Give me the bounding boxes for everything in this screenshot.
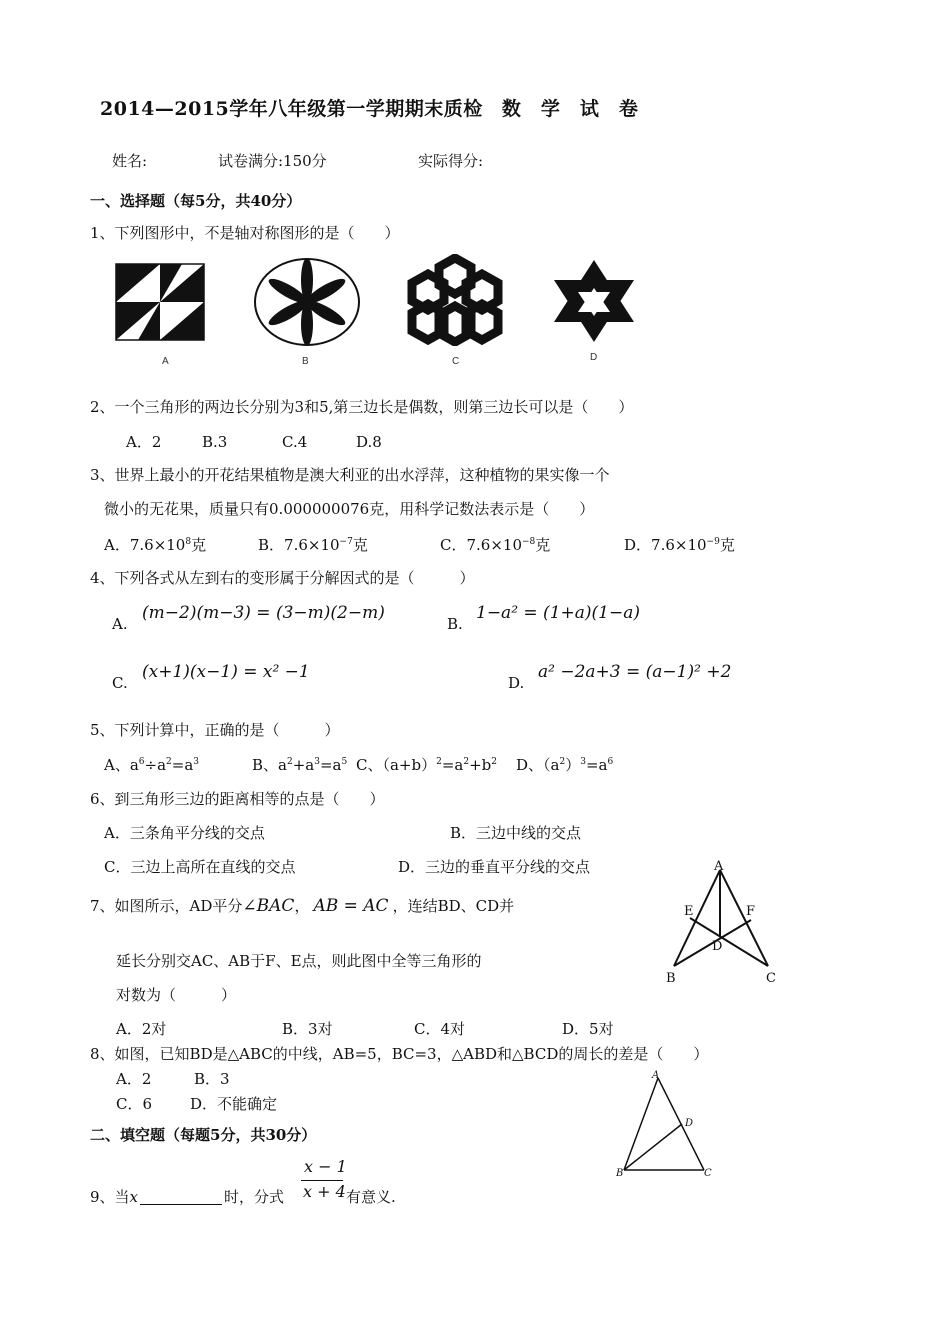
q8-option-d: D．不能确定 [190, 1095, 278, 1113]
q5-b-part1: B、a [252, 756, 287, 774]
q4-formula-b: 1−a² = (1+a)(1−a) [476, 603, 640, 623]
q5-b-sup3: 5 [341, 757, 348, 767]
q3-option-a-exp: 8 [185, 537, 192, 547]
q7-line2: 延长分别交AC、AB于F、E点，则此图中全等三角形的 [116, 952, 482, 970]
q6-option-b: B．三边中线的交点 [450, 824, 582, 842]
q7-fig-label-c: C [766, 971, 776, 986]
q5-option-c [356, 756, 497, 774]
q8-option-c: C．6 [116, 1095, 153, 1113]
q1-stem: 1、下列图形中，不是轴对称图形的是（ ） [90, 224, 400, 242]
section1-heading: 一、选择题（每5分，共40分） [90, 192, 302, 210]
q5-c-part1: C、（a+b） [356, 756, 437, 774]
q1-label-c: C [452, 356, 460, 367]
q5-b-sup1: 2 [286, 757, 293, 767]
q4-stem: 4、下列各式从左到右的变形属于分解因式的是（ ） [90, 569, 475, 587]
q1-label-a: A [162, 356, 169, 367]
exam-subject: 数 学 试 卷 [501, 98, 639, 120]
q3-option-a-unit: 克 [191, 536, 207, 554]
q8-option-b: B．3 [194, 1070, 230, 1088]
q3-option-c-exp: −8 [522, 537, 536, 547]
q6-stem: 6、到三角形三边的距离相等的点是（ ） [90, 790, 385, 808]
q5-stem: 5、下列计算中，正确的是（ ） [90, 721, 340, 739]
q9-pre: 9、当 [90, 1188, 130, 1206]
star-of-david-figure [550, 258, 638, 344]
q9-stem [90, 1188, 284, 1206]
q2-option-b: B.3 [202, 433, 228, 451]
q3-option-c-unit: 克 [535, 536, 551, 554]
q7-option-c: C．4对 [414, 1020, 466, 1038]
q1-label-d: D [590, 352, 598, 363]
full-score-label: 试卷满分:150分 [218, 152, 327, 170]
q9-post: 有意义. [346, 1188, 396, 1206]
q5-a-part3: =a [171, 756, 194, 774]
q5-d-sup3: 6 [607, 757, 614, 767]
q3-option-a-prefix: A．7.6×10 [104, 536, 186, 554]
q5-d-sup2: 3 [580, 757, 586, 767]
q3-option-d-prefix: D．7.6×10 [624, 536, 707, 554]
q5-c-sup1: 2 [436, 757, 442, 767]
exam-title-text: 2014—2015学年八年级第一学期期末质检 [100, 98, 483, 120]
q4-label-d: D. [508, 674, 525, 692]
q4-formula-c: (x+1)(x−1) = x² −1 [142, 662, 310, 682]
q6-option-c: C．三边上高所在直线的交点 [104, 858, 296, 876]
actual-score-label: 实际得分: [418, 152, 484, 170]
q8-fig-label-c: C [704, 1168, 712, 1179]
q8-fig-label-a: A [652, 1070, 660, 1081]
q8-fig-label-d: D [685, 1118, 694, 1129]
q5-c-part3: +b [469, 756, 492, 774]
q3-option-d-exp: −9 [706, 537, 720, 547]
q3-option-d-unit: 克 [719, 536, 735, 554]
q2-option-a: A．2 [126, 433, 162, 451]
q5-a-part1: A、a [104, 756, 139, 774]
hexagon-ring-figure [398, 254, 512, 346]
name-label: 姓名: [112, 152, 148, 170]
q3-option-a [104, 536, 206, 554]
q3-option-c [440, 536, 550, 554]
q7-stem-pre: 7、如图所示，AD平分 [90, 897, 243, 915]
q8-stem: 8、如图，已知BD是△ABC的中线，AB=5，BC=3，△ABD和△BCD的周长的差是（ ） [90, 1045, 709, 1063]
q5-b-part3: =a [319, 756, 342, 774]
q9-var: x [129, 1188, 139, 1206]
q4-formula-d: a² −2a+3 = (a−1)² +2 [538, 662, 732, 682]
q7-fig-label-e: E [684, 904, 694, 919]
q3-option-b [258, 536, 368, 554]
q9-denominator: x + 4 [303, 1182, 346, 1201]
q3-stem-line2: 微小的无花果，质量只有0.000000076克，用科学记数法表示是（ ） [104, 500, 595, 518]
section2-heading: 二、填空题（每题5分，共30分） [90, 1126, 317, 1144]
q7-eq: AB = AC [313, 896, 389, 916]
q9-mid: 时，分式 [224, 1188, 285, 1206]
q7-fig-label-a: A [714, 859, 724, 874]
pinwheel-figure [112, 260, 208, 346]
q7-stem-post: ，连结BD、CD并 [392, 897, 515, 915]
q5-c-sup3: 2 [491, 757, 497, 767]
q5-a-sup1: 6 [138, 757, 145, 767]
q7-option-d: D．5对 [562, 1020, 614, 1038]
q9-fraction-bar [301, 1180, 343, 1181]
q1-label-b: B [302, 356, 309, 367]
q5-d-sup1: 2 [559, 757, 566, 767]
q3-option-b-exp: −7 [339, 537, 353, 547]
q5-a-part2: ÷a [144, 756, 167, 774]
q5-option-d [516, 756, 613, 774]
q7-line3: 对数为（ ） [116, 986, 237, 1004]
q7-fig-label-b: B [666, 971, 676, 986]
q7-fig-label-d: D [712, 939, 723, 954]
q7-stem [90, 897, 514, 915]
q7-fig-label-f: F [746, 904, 756, 919]
q7-option-b: B．3对 [282, 1020, 333, 1038]
flower-circle-figure [252, 256, 362, 348]
q4-label-c: C. [112, 674, 128, 692]
q7-angle: ∠BAC [242, 896, 295, 916]
q2-option-c: C.4 [282, 433, 308, 451]
q6-option-d: D．三边的垂直平分线的交点 [398, 858, 591, 876]
q2-stem: 2、一个三角形的两边长分别为3和5,第三边长是偶数，则第三边长可以是（ ） [90, 398, 634, 416]
q5-b-part2: +a [292, 756, 315, 774]
q8-fig-label-b: B [616, 1168, 624, 1179]
q5-option-b [252, 756, 347, 774]
q4-label-b: B. [447, 615, 463, 633]
q4-label-a: A. [112, 615, 128, 633]
q8-option-a: A．2 [116, 1070, 152, 1088]
q9-answer-blank[interactable] [140, 1190, 222, 1205]
q5-c-sup2: 2 [463, 757, 470, 767]
q3-option-b-unit: 克 [352, 536, 368, 554]
q5-d-part2: ） [565, 756, 581, 774]
q3-option-d [624, 536, 735, 554]
q3-option-b-prefix: B．7.6×10 [258, 536, 340, 554]
q5-option-a [104, 756, 199, 774]
q5-d-part1: D、（a [516, 756, 560, 774]
q4-formula-a: (m−2)(m−3) = (3−m)(2−m) [142, 603, 385, 623]
q3-option-c-prefix: C．7.6×10 [440, 536, 522, 554]
q2-option-d: D.8 [356, 433, 382, 451]
q5-c-part2: =a [441, 756, 464, 774]
q9-numerator: x − 1 [304, 1157, 347, 1176]
q7-sep: ， [294, 897, 310, 915]
q7-option-a: A．2对 [116, 1020, 167, 1038]
q8-triangle-figure [612, 1066, 724, 1182]
q6-option-a: A．三条角平分线的交点 [104, 824, 265, 842]
q7-triangle-figure [664, 858, 784, 988]
q5-d-part3: =a [585, 756, 608, 774]
q5-b-sup2: 3 [314, 757, 320, 767]
exam-title [100, 100, 638, 118]
q3-stem-line1: 3、世界上最小的开花结果植物是澳大利亚的出水浮萍，这种植物的果实像一个 [90, 466, 610, 484]
q5-a-sup3: 3 [193, 757, 200, 767]
q5-a-sup2: 2 [166, 757, 172, 767]
